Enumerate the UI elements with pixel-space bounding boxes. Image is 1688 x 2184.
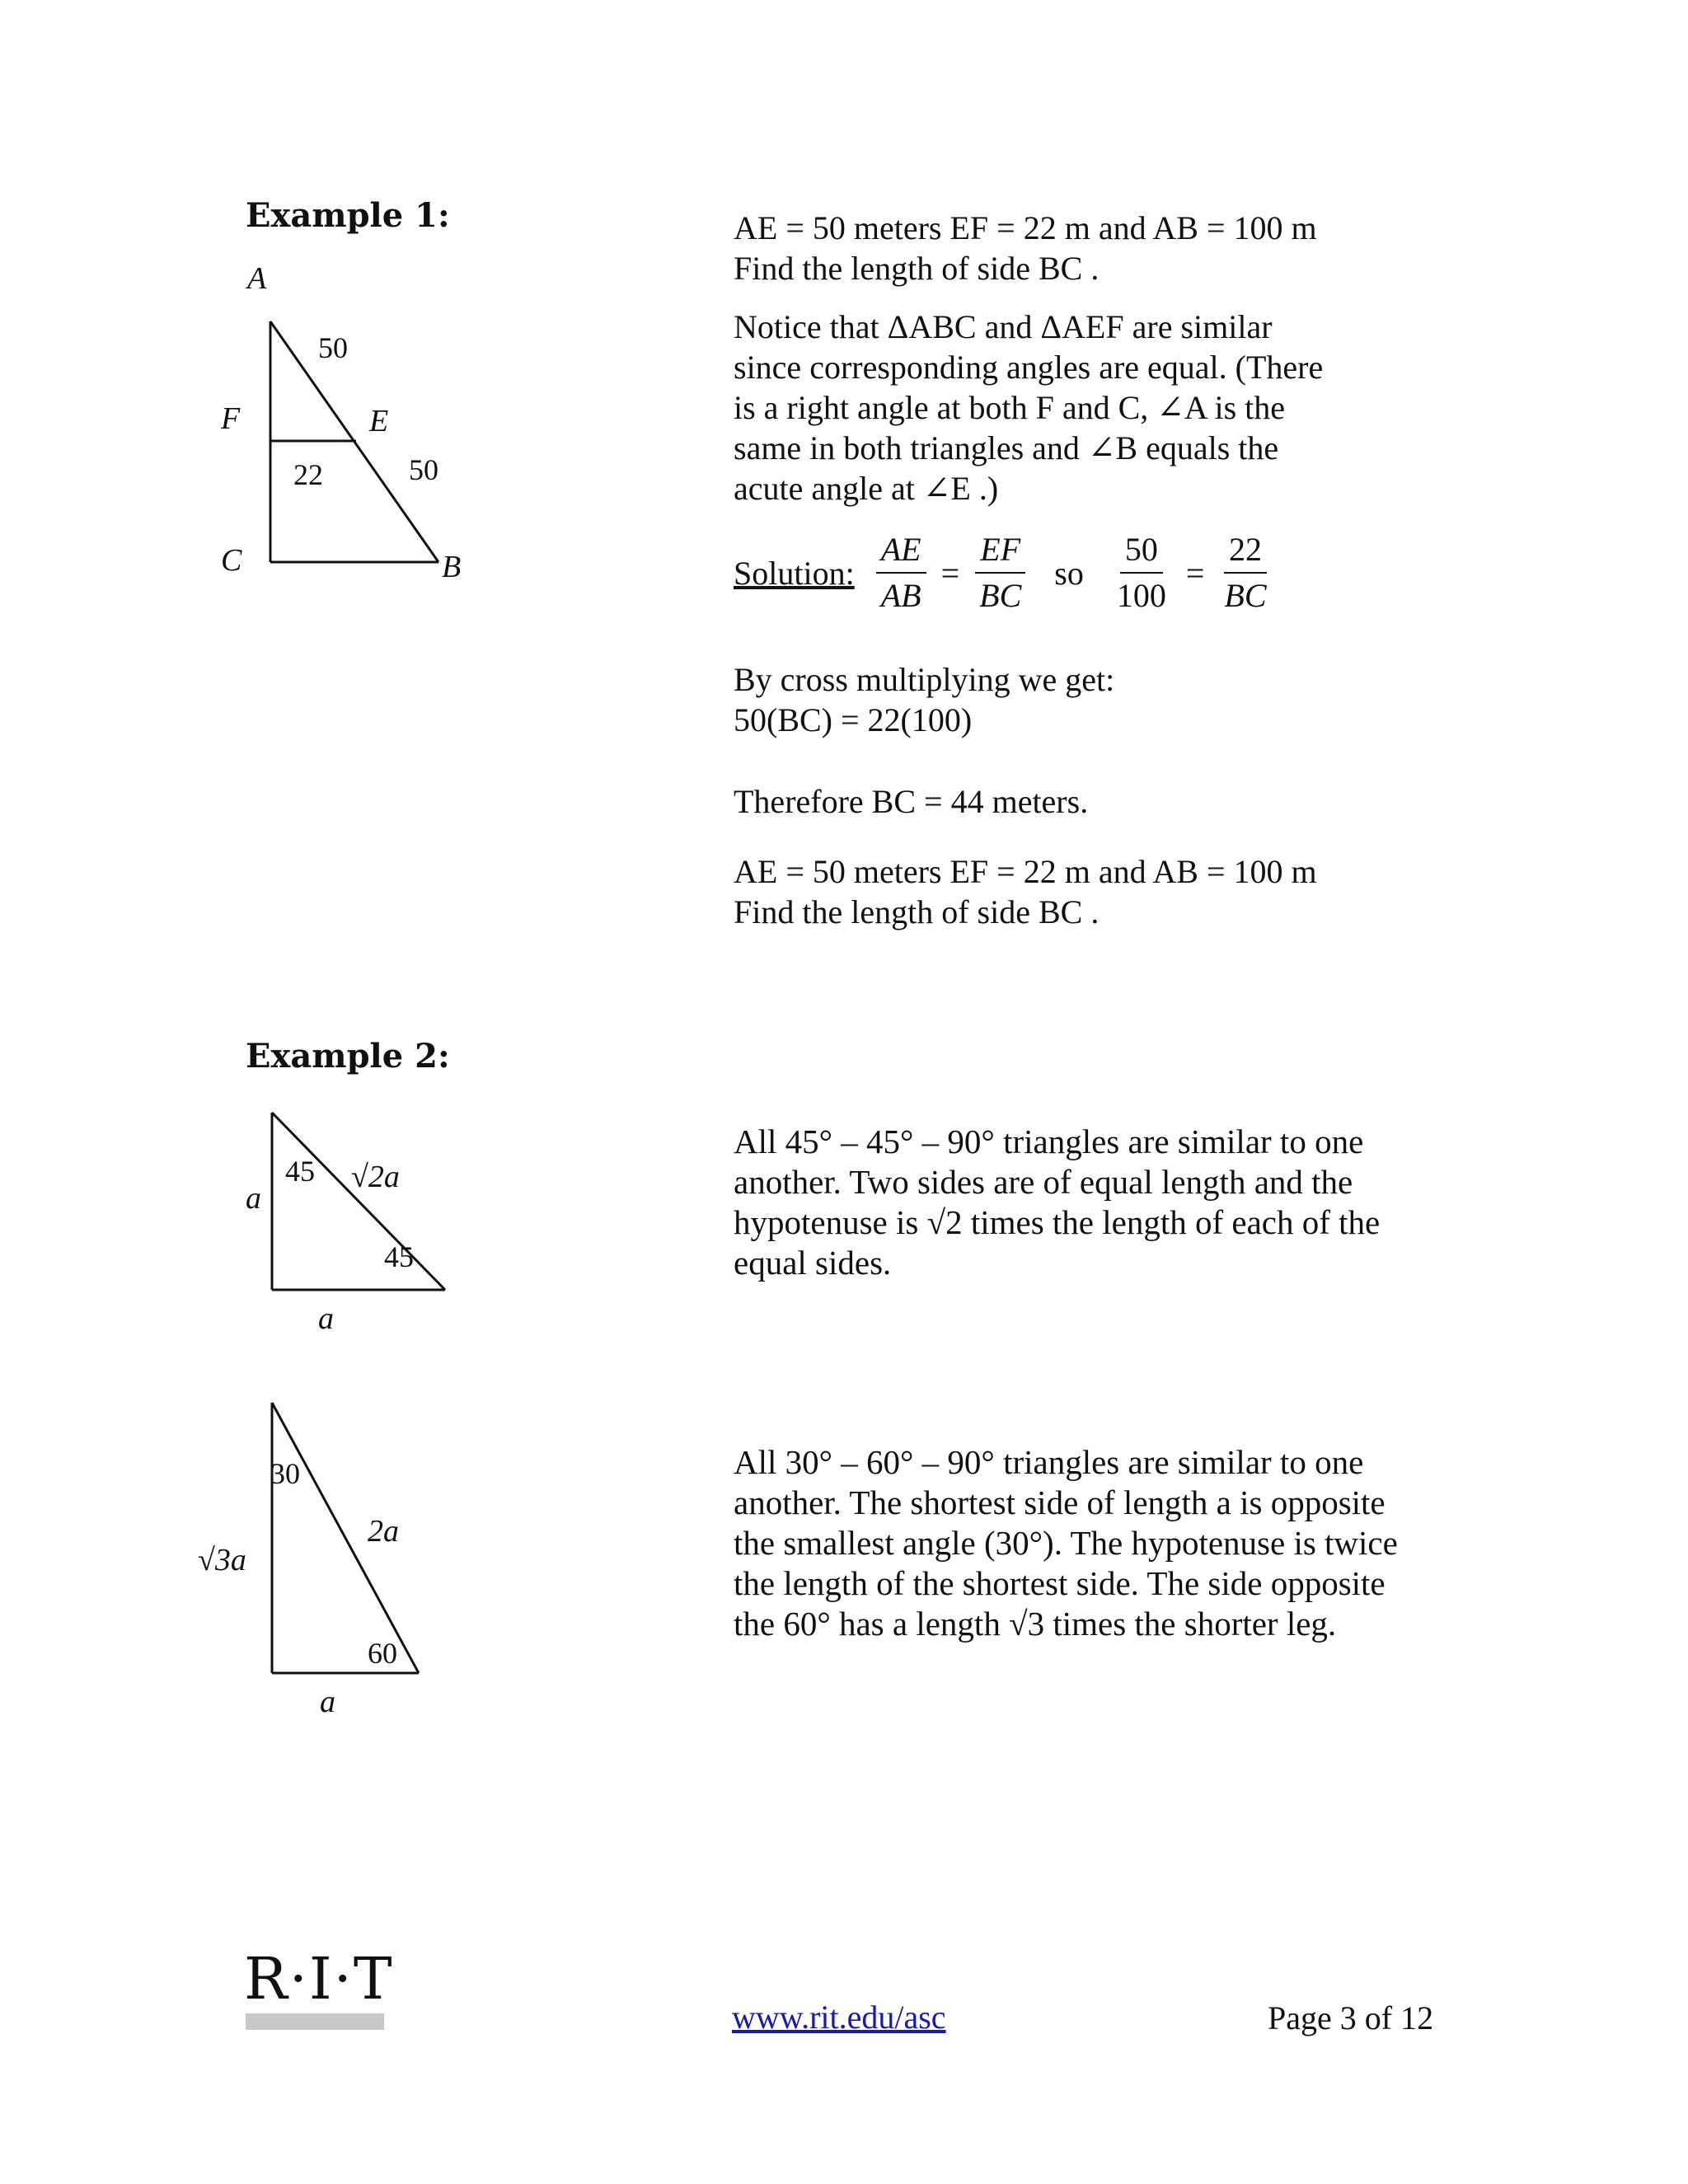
angle-bottom-label: 60 [368,1637,397,1670]
notice-line-3: is a right angle at both F and C, ∠A is the [734,389,1286,426]
angle-top-label: 30 [270,1457,300,1490]
fraction-ae-ab: $\frac{AE}{AB}$ [876,527,926,618]
rit-logo: R·I·T [244,1945,394,2013]
notice-line-4: same in both triangles and ∠B equals the [734,429,1279,466]
angle-top-label: 45 [285,1155,315,1188]
fraction-ef-bc: $\frac{EF}{BC}$ [974,527,1026,618]
label-b: B [442,550,462,584]
hypotenuse [272,1113,445,1290]
cross-multiply-line-1: By cross multiplying we get: [734,661,1115,698]
fraction-50-100: $\frac{50}{100}$ [1112,527,1171,618]
angle-bottom-label: 45 [384,1240,414,1273]
length-eb: 50 [409,453,438,486]
footer-url-link[interactable]: www.rit.edu/asc [732,1999,946,2036]
cross-multiply-line-2: 50(BC) = 22(100) [734,701,973,738]
example1-heading: Example 1: [246,196,450,235]
triangle-45-45-90-diagram [231,1096,470,1335]
notice-paragraph [734,307,1558,509]
bottom-side-label: a [318,1301,334,1336]
given-line-1: AE = 50 meters EF = 22 m and AB = 100 m [734,209,1317,246]
label-a: A [247,261,267,296]
text30-line-4: the length of the shortest side. The side opposite [734,1564,1386,1602]
text-45-45-90 [734,1122,1558,1283]
label-f: F [221,401,241,436]
notice-line-5: acute angle at ∠E .) [734,470,999,507]
fraction-22-bc: $\frac{22}{BC}$ [1219,527,1271,618]
left-side-label: √3a [198,1543,246,1577]
text30-line-2: another. The shortest side of length a is opposite [734,1483,1386,1521]
repeat-given-line-1: AE = 50 meters EF = 22 m and AB = 100 m [734,853,1317,890]
text-30-60-90 [734,1442,1574,1644]
text45-line-1: All 45° – 45° – 90° triangles are similar to one [734,1122,1364,1160]
rit-logo-bar [246,2013,384,2030]
therefore-line: Therefore BC = 44 meters. [734,783,1089,820]
solution-equation: Solution: $\frac{AE}{AB}$ = $\frac{EF}{BC}$ so $\frac{50}{100}$ = $\frac{22}{BC}$ [734,527,1275,618]
repeat-given-line-2: Find the length of side BC . [734,893,1100,930]
text45-line-3: hypotenuse is √2 times the length of each of the [734,1203,1381,1241]
example2-heading: Example 2: [246,1037,450,1076]
text30-line-5: the 60° has a length √3 times the shorter leg. [734,1605,1337,1643]
notice-line-2: since corresponding angles are equal. (There [734,349,1324,386]
text45-line-2: another. Two sides are of equal length and the [734,1163,1353,1201]
solution-label: Solution: [734,554,855,592]
notice-line-1: Notice that ΔABC and ΔAEF are similar [734,308,1273,345]
text30-line-1: All 30° – 60° – 90° triangles are similar to one [734,1443,1364,1481]
length-fe: 22 [293,458,323,491]
hypotenuse-label: 2a [368,1514,399,1549]
triangle-30-60-90-diagram [190,1393,453,1722]
page-number: Page 3 of 12 [1268,1999,1434,2036]
left-side-label: a [246,1181,261,1216]
label-c: C [221,543,242,578]
example1-triangle-diagram [214,261,486,593]
bottom-side-label: a [320,1685,335,1719]
length-ae: 50 [318,331,348,364]
given-line-2: Find the length of side BC . [734,250,1100,287]
label-e: E [369,404,389,438]
text30-line-3: the smallest angle (30°). The hypotenuse is twice [734,1524,1398,1562]
hypotenuse-label: √2a [351,1160,400,1194]
text45-line-4: equal sides. [734,1244,892,1282]
